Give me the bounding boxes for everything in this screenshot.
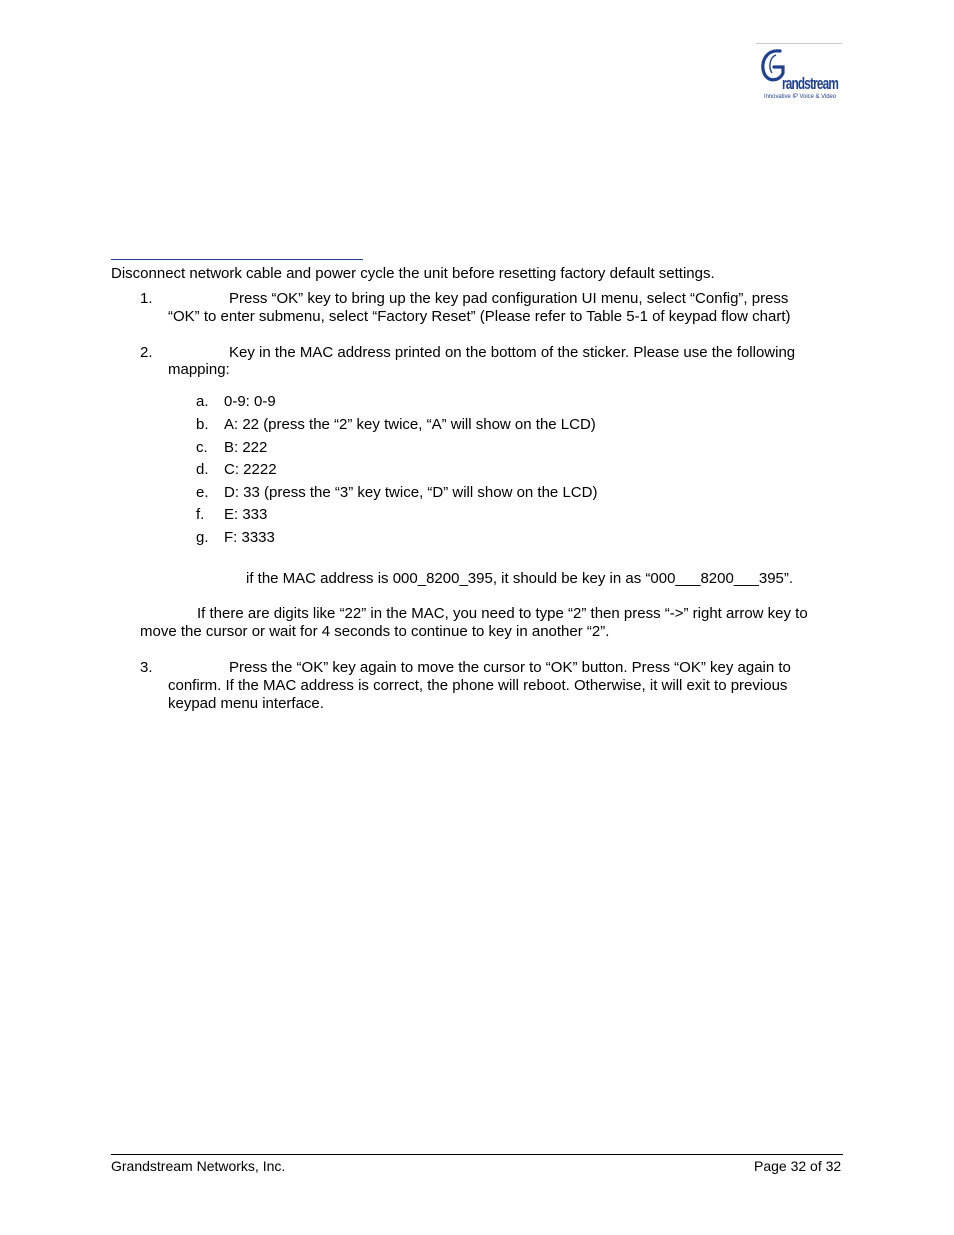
step-2-line-2: mapping:: [168, 361, 230, 378]
mapping-item-letter: g.: [196, 529, 209, 546]
step-3-line-1: Press the “OK” key again to move the cursor to “OK” button. Press “OK” key again to: [229, 659, 791, 676]
mapping-item-text: D: 33 (press the “3” key twice, “D” will show on the LCD): [224, 484, 598, 501]
footer-rule: [111, 1154, 843, 1155]
section-rule: [111, 259, 363, 260]
step-2-number: 2.: [140, 344, 153, 361]
intro-paragraph: Disconnect network cable and power cycle the unit before resetting factory default settings.: [111, 265, 715, 282]
svg-text:Innovative IP Voice & Video: Innovative IP Voice & Video: [764, 93, 837, 100]
step-2-line-1: Key in the MAC address printed on the bottom of the sticker. Please use the following: [229, 344, 796, 361]
mapping-item-letter: c.: [196, 439, 208, 456]
mapping-item-text: E: 333: [224, 506, 268, 523]
footer-page-number: Page 32 of 32: [754, 1158, 842, 1174]
grandstream-logo: [756, 43, 844, 101]
mapping-item-text: F: 3333: [224, 529, 275, 546]
mapping-item-letter: b.: [196, 416, 209, 433]
mapping-item-text: 0-9: 0-9: [224, 393, 276, 410]
step-1-line-1: Press “OK” key to bring up the key pad configuration UI menu, select “Config”, press: [229, 290, 789, 307]
mapping-item-letter: d.: [196, 461, 209, 478]
mapping-item-text: B: 222: [224, 439, 268, 456]
digits-note-line-1: If there are digits like “22” in the MAC, you need to type “2” then press “->” right arrow key to: [197, 605, 808, 622]
mapping-item-text: A: 22 (press the “2” key twice, “A” will show on the LCD): [224, 416, 596, 433]
mapping-item-letter: f.: [196, 506, 205, 523]
step-1-line-2: “OK” to enter submenu, select “Factory Reset” (Please refer to Table 5-1 of keypad flow chart): [168, 308, 791, 325]
mapping-item-letter: a.: [196, 393, 209, 410]
step-1-number: 1.: [140, 290, 153, 307]
digits-note-line-2: move the cursor or wait for 4 seconds to continue to key in another “2”.: [140, 623, 610, 640]
footer-company: Grandstream Networks, Inc.: [111, 1158, 286, 1174]
step-3-line-3: keypad menu interface.: [168, 695, 324, 712]
mapping-item-letter: e.: [196, 484, 209, 501]
step-3-line-2: confirm. If the MAC address is correct, the phone will reboot. Otherwise, it will exit to previous: [168, 677, 788, 694]
example-note: if the MAC address is 000_8200_395, it should be key in as “000___8200___395”.: [246, 570, 794, 587]
step-3-number: 3.: [140, 659, 153, 676]
svg-text:randstream: randstream: [782, 74, 839, 93]
mapping-item-text: C: 2222: [224, 461, 277, 478]
